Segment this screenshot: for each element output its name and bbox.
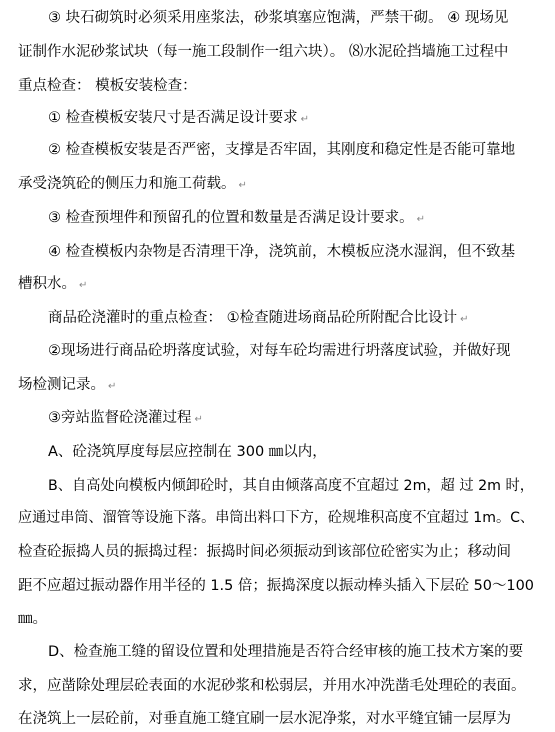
text-line: 距不应超过振动器作用半径的 1.5 倍；振捣深度以振动棒头插入下层砼 50～100 [18,578,534,594]
text-line: ②现场进行商品砼坍落度试验，对每车砼均需进行坍落度试验，并做好现 [48,343,511,359]
text-line: ③ 块石砌筑时必须采用座浆法，砂浆填塞应饱满，严禁干砌。 ④ 现场见 [48,10,509,26]
text-line: 重点检查： 模板安装检查： [18,78,197,94]
text-line: 商品砼浇灌时的重点检查： ①检查随进场商品砼所附配合比设计 ↵ [48,310,469,326]
paragraph-mark: ↵ [416,214,425,225]
paragraph-mark: ↵ [300,114,309,125]
text-line: 证制作水泥砂浆试块（每一施工段制作一组六块）。 ⑻水泥砼挡墙施工过程中 [18,44,509,60]
text-line: ③ 检查预埋件和预留孔的位置和数量是否满足设计要求。 ↵ [48,210,425,226]
text-line: 场检测记录。 ↵ [18,377,117,393]
paragraph-mark: ↵ [79,280,88,291]
text-line: 求，应凿除处理层砼表面的水泥砂浆和松弱层，并用水冲洗凿毛处理砼的表面。 [18,678,526,694]
text-line: D、检查施工缝的留设位置和处理措施是否符合经审核的施工技术方案的要 [48,644,524,660]
paragraph-mark: ↵ [460,314,469,325]
text-line: ㎜。 [18,611,47,627]
paragraph-mark: ↵ [194,414,203,425]
text-line: B、自高处向模板内倾卸砼时，其自由倾落高度不宜超过 2m，超 过 2m 时， [48,478,534,494]
text-line: 在浇筑上一层砼前，对垂直施工缝宜刷一层水泥净浆，对水平缝宜铺一层厚为 [18,711,511,727]
text-line: A、砼浇筑厚度每层应控制在 300 ㎜以内， [48,444,327,460]
text-line: 槽积水。 ↵ [18,276,88,292]
paragraph-mark: ↵ [238,180,247,191]
text-line: ③旁站监督砼浇灌过程 ↵ [48,410,203,426]
text-line: 承受浇筑砼的侧压力和施工荷载。 ↵ [18,176,247,192]
text-line: 应通过串筒、溜管等设施下落。串筒出料口下方，砼规堆积高度不宜超过 1m。C、 [18,510,534,526]
text-line: ④ 检查模板内杂物是否清理干净，浇筑前，木模板应浇水湿润，但不致基 [48,244,516,260]
paragraph-mark: ↵ [108,381,117,392]
text-line: ① 检查模板安装尺寸是否满足设计要求 ↵ [48,110,309,126]
text-line: ② 检查模板安装是否严密，支撑是否牢固，其刚度和稳定性是否能可靠地 [48,142,516,158]
text-line: 检查砼振捣人员的振捣过程：振捣时间必须振动到该部位砼密实为止；移动间 [18,544,511,560]
